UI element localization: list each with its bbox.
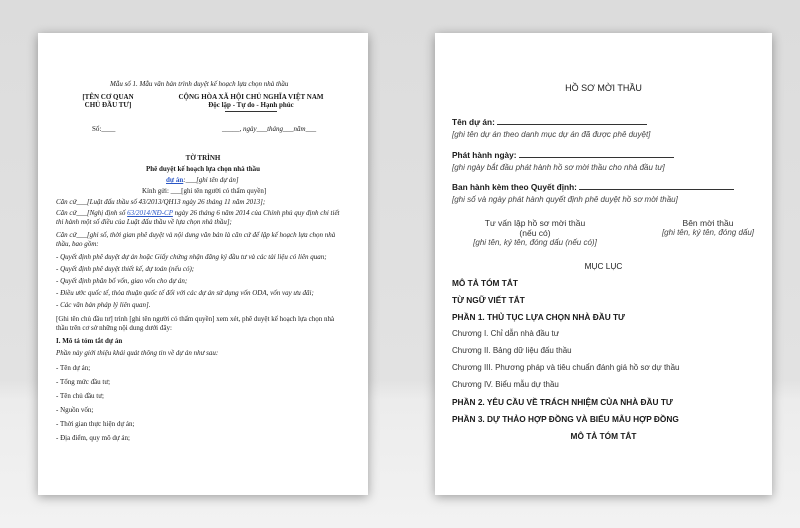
toc-item[interactable]: TỪ NGỮ VIẾT TẮT [452, 295, 525, 305]
submission-line: [Ghi tên chủ đầu tư] trình [ghi tên người có thẩm quyền] xem xét, phê duyệt kế hoạch lựa chọn nhà [56, 315, 335, 323]
tendering-party-hint: [ghi tên, ký tên, đóng dấu] [661, 228, 755, 237]
agency-name-line2: CHỦ ĐẦU TƯ] [84, 101, 132, 109]
project-label[interactable]: dự án [166, 176, 184, 184]
summary-item: - Nguồn vốn; [56, 406, 94, 414]
toc-item[interactable]: Chương III. Phương pháp và tiêu chuẩn đánh giá hồ sơ dự thầu [452, 363, 680, 372]
toc-item[interactable]: Chương IV. Biểu mẫu dự thầu [452, 380, 559, 389]
toc-item[interactable]: PHẦN 3. DỰ THẢO HỢP ĐỒNG VÀ BIỂU MẪU HỢP ĐỒNG [452, 414, 679, 424]
document-subtitle: Phê duyệt kế hoạch lựa chọn nhà thầu [145, 165, 261, 173]
toc-item[interactable]: MÔ TẢ TÓM TẮT [452, 278, 518, 288]
decree-link[interactable]: 63/2014/NĐ-CP [127, 209, 173, 217]
issue-date-blank [519, 148, 674, 158]
project-placeholder: :___[ghi tên dự án] [183, 176, 239, 184]
right-document-page [435, 33, 772, 495]
document-date: _____, ngày___tháng___năm___ [222, 125, 317, 133]
decision-field: Ban hành kèm theo Quyết định: [452, 180, 734, 193]
summary-item: - Thời gian thực hiện dự án; [56, 420, 135, 428]
project-line [166, 176, 239, 185]
consultant-note: (nếu có) [519, 228, 551, 238]
basis-bullet-4: - Điều ước quốc tế, thỏa thuận quốc tế đối với các dự án sử dụng vốn ODA, vốn vay ưu đãi; [56, 289, 314, 297]
summary-heading: MÔ TẢ TÓM TẮT [570, 431, 637, 441]
project-name-blank [497, 115, 647, 125]
basis-1: Căn cứ___[Luật đấu thầu số 43/2013/QH13 ngày 26 tháng 11 năm 2013]; [56, 198, 266, 206]
national-motto: Độc lập - Tự do - Hạnh phúc [208, 101, 294, 109]
summary-item: - Tên dự án; [56, 364, 91, 372]
toc-item[interactable]: Chương II. Bảng dữ liệu đấu thầu [452, 346, 572, 355]
document-number: Số:____ [92, 125, 116, 133]
summary-item: - Tổng mức đầu tư; [56, 378, 111, 386]
toc-item[interactable]: PHẦN 1. THỦ TỤC LỰA CHỌN NHÀ ĐẦU TƯ [452, 312, 625, 322]
project-name-field: Tên dự án: [452, 115, 647, 128]
submission-line-cont: thầu trên cơ sở những nội dung dưới đây: [56, 324, 172, 332]
basis-bullet-2: - Quyết định phê duyệt thiết kế, dự toán (nếu có); [56, 265, 195, 273]
basis-2-cont: thi hành một số điều của Luật đấu thầu về lựa chọn nhà thầu]; [56, 218, 232, 226]
issue-date-hint: [ghi ngày bắt đầu phát hành hồ sơ mời thầu cho nhà đầu tư] [452, 163, 665, 172]
document-title: TỜ TRÌNH [185, 154, 221, 162]
form-template-note: Mẫu số 1. Mẫu văn bản trình duyệt kế hoạch lựa chọn nhà thầu [110, 80, 289, 88]
toc-item[interactable]: Chương I. Chỉ dẫn nhà đầu tư [452, 329, 560, 338]
issue-date-field: Phát hành ngày: [452, 148, 674, 161]
project-name-hint: [ghi tên dự án theo danh mục dự án đã được phê duyệt] [452, 130, 651, 139]
tendering-party-label: Bên mời thầu [682, 218, 734, 228]
basis-bullet-3: - Quyết định phân bổ vốn, giao vốn cho dự án; [56, 277, 188, 285]
decision-blank [579, 180, 734, 190]
table-of-contents-heading: MỤC LỤC [584, 261, 623, 271]
left-document-page [38, 33, 368, 495]
consultant-hint: [ghi tên, ký tên, đóng dấu (nếu có)] [473, 238, 597, 247]
basis-3-cont: thầu, bao gồm: [56, 240, 99, 248]
basis-bullet-5: - Các văn bản pháp lý liên quan]. [56, 301, 151, 309]
recipient-line: Kính gửi: ___[ghi tên người có thẩm quyền] [142, 187, 267, 195]
basis-2: Căn cứ___[Nghị định số 63/2014/NĐ-CP ngày 26 tháng 6 năm 2014 của Chính phủ quy định chi tiết [56, 209, 340, 217]
national-title: CỘNG HÒA XÃ HỘI CHỦ NGHĨA VIỆT NAM [178, 93, 324, 101]
bid-document-title: HỒ SƠ MỜI THẦU [565, 83, 642, 93]
toc-item[interactable]: PHẦN 2. YÊU CẦU VỀ TRÁCH NHIỆM CỦA NHÀ ĐẦU TƯ [452, 397, 673, 407]
section-i-intro: Phần này giới thiệu khái quát thông tin về dự án như sau: [56, 349, 219, 357]
section-i-heading: I. Mô tả tóm tắt dự án [56, 337, 123, 345]
basis-3: Căn cứ___[ghi số, thời gian phê duyệt và nội dung văn bản là căn cứ để lập kế hoạch lựa chọn nhà [56, 231, 336, 239]
motto-underline [225, 111, 277, 112]
consultant-label: Tư vấn lập hồ sơ mời thầu [484, 218, 586, 228]
decision-hint: [ghi số và ngày phát hành quyết định phê duyệt hồ sơ mời thầu] [452, 195, 678, 204]
summary-item: - Tên chủ đầu tư; [56, 392, 104, 400]
summary-item: - Địa điểm, quy mô dự án; [56, 434, 130, 442]
agency-name-line1: [TÊN CƠ QUAN [82, 93, 134, 101]
basis-bullet-1: - Quyết định phê duyệt dự án hoặc Giấy chứng nhận đăng ký đầu tư và các tài liệu có liên quan; [56, 253, 327, 261]
